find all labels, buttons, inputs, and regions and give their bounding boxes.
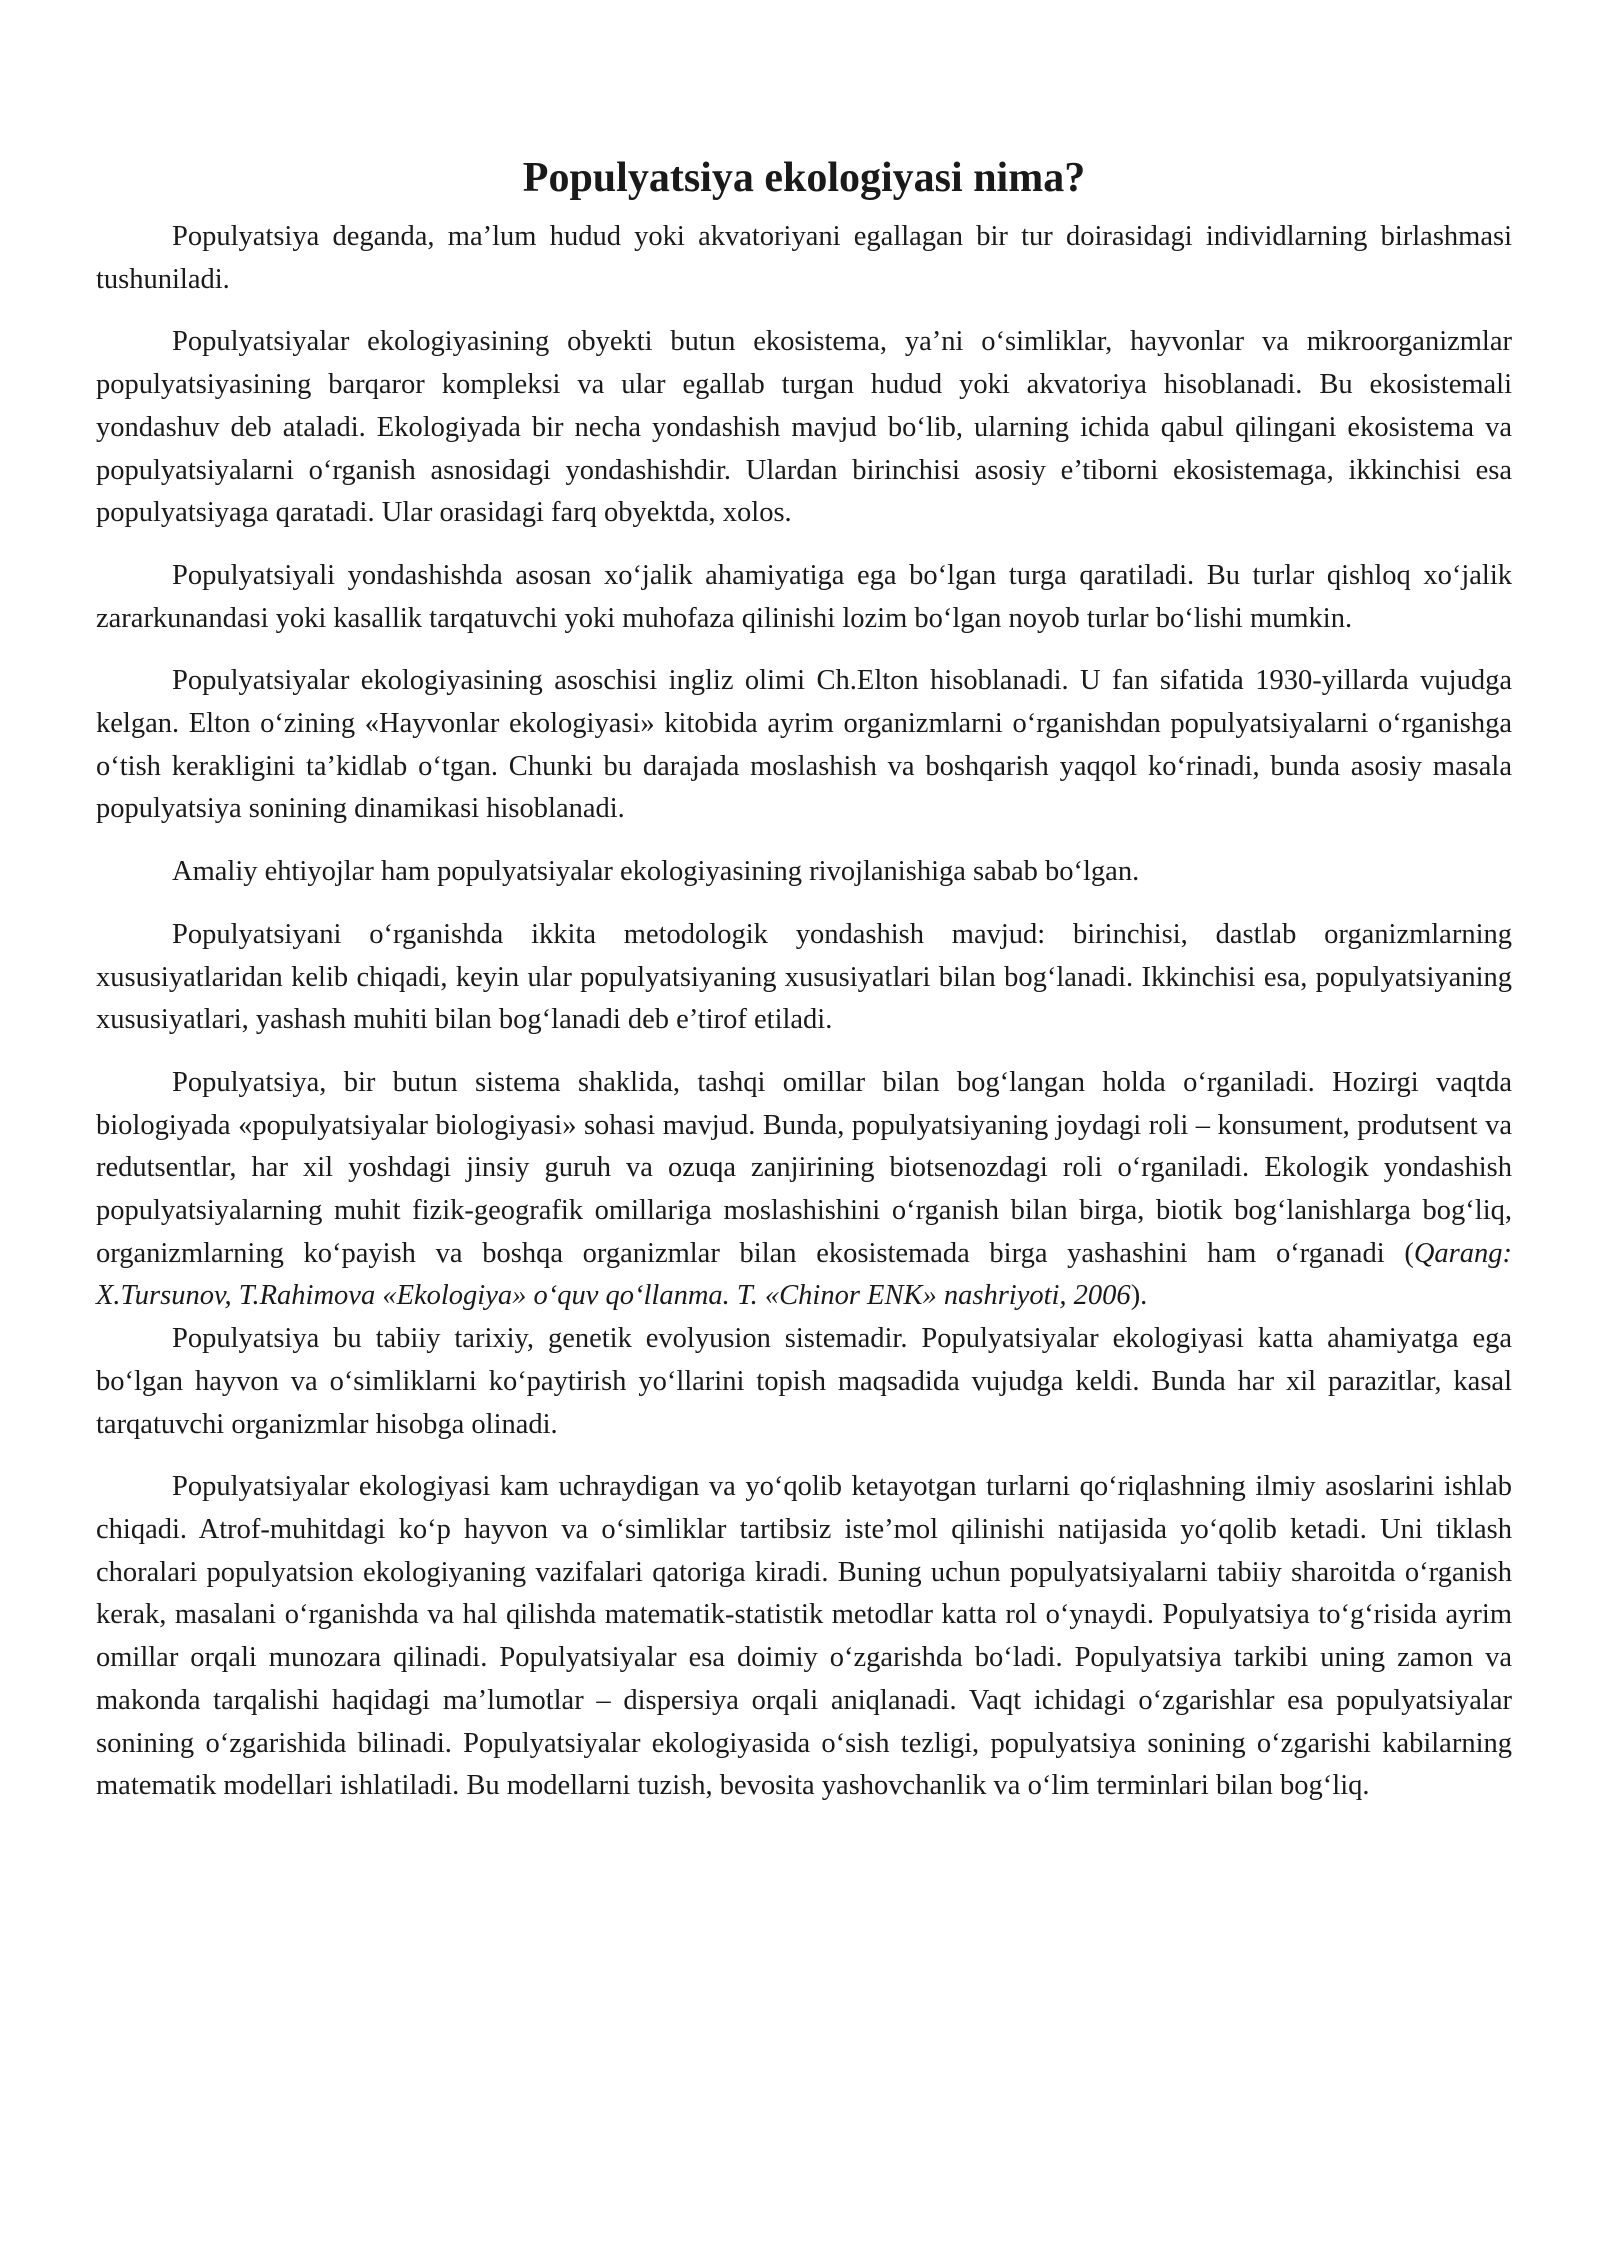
paragraph-population-approach: Populyatsiyali yondashishda asosan xo‘jalik ahamiyatiga ega bo‘lgan turga qaratiladi. Bu turlar qishloq xo‘jalik zararkunandasi yoki kasallik tarqatuvchi yoki muhofaza qilinishi lozim bo‘lgan noyob turlar bo‘lishi mumkin.: [96, 559, 1512, 634]
paragraph-practical-needs: Amaliy ehtiyojlar ham populyatsiyalar ekologiyasining rivojlanishiga sabab bo‘lgan.: [172, 856, 1140, 888]
citation-closing: ).: [1130, 1280, 1148, 1312]
paragraph-ecosystem-approach: Populyatsiyalar ekologiyasining obyekti butun ekosistema, ya’ni o‘simliklar, hayvonlar va mikroorganizmlar populyatsiyasining barqaror kompleksi va ular egallab turgan hudud yoki akvatoriya hisoblanadi. Bu ekosistemali yondashuv deb ataladi. Ekologiyada bir necha yondashish mavjud bo‘lib, ularning ichida qabul qilingani ekosistema va populyatsiyalarni o‘rganish asnosidagi yondashishdir. Ulardan birinchisi asosiy e’tiborni ekosistemaga, ikkinchisi esa populyatsiyaga qaratadi. Ular orasidagi farq obyektda, xolos.: [96, 326, 1512, 529]
paragraph-elton: Populyatsiyalar ekologiyasining asoschisi ingliz olimi Ch.Elton hisoblanadi. U fan sifatida 1930-yillarda vujudga kelgan. Elton o‘zining «Hayvonlar ekologiyasi» kitobida ayrim organizmlarni o‘rganishdan populyatsiyalarni o‘rganishga o‘tish kerakligini ta’kidlab o‘tgan. Chunki bu darajada moslashish va boshqarish yaqqol ko‘rinadi, bunda asosiy masala populyatsiya sonining dinamikasi hisoblanadi.: [96, 665, 1512, 825]
paragraph-definition: Populyatsiya deganda, ma’lum hudud yoki akvatoriyani egallagan bir tur doirasidagi individlarning birlashmasi tushuniladi.: [96, 221, 1512, 295]
citation-reference: Qarang: X.Tursunov, T.Rahimova «Ekologiya» o‘quv qo‘llanma. T. «Chinor ENK» nashriyoti, 2006: [96, 1237, 1512, 1312]
paragraph-evolutionary-system: Populyatsiya bu tabiiy tarixiy, genetik evolyusion sistemadir. Populyatsiyalar ekologiyasi katta ahamiyatga ega bo‘lgan hayvon va o‘simliklarni ko‘paytirish yo‘llarini topish maqsadida vujudga keldi. Bunda har xil parazitlar, kasal tarqatuvchi organizmlar hisobga olinadi.: [96, 1323, 1512, 1440]
paragraph-conservation: Populyatsiyalar ekologiyasi kam uchraydigan va yo‘qolib ketayotgan turlarni qo‘riqlashning ilmiy asoslarini ishlab chiqadi. Atrof-muhitdagi ko‘p hayvon va o‘simliklar tartibsiz iste’mol qilinishi natijasida yo‘qolib ketadi. Uni tiklash choralari populyatsion ekologiyaning vazifalari qatoriga kiradi. Buning uchun populyatsiyalarni tabiiy sharoitda o‘rganish kerak, masalani o‘rganishda va hal qilishda matematik-statistik metodlar katta rol o‘ynaydi. Populyatsiya to‘g‘risida ayrim omillar orqali munozara qilinadi. Populyatsiyalar esa doimiy o‘zgarishda bo‘ladi. Populyatsiya tarkibi uning zamon va makonda tarqalishi haqidagi ma’lumotlar – dispersiya orqali aniqlanadi. Vaqt ichidagi o‘zgarishlar esa populyatsiyalar sonining o‘zgarishida bilinadi. Populyatsiyalar ekologiyasida o‘sish tezligi, populyatsiya sonining o‘zgarishi kabilarning matematik modellari ishlatiladi. Bu modellarni tuzish, bevosita yashovchanlik va o‘lim terminlari bilan bog‘liq.: [96, 1471, 1512, 1802]
paragraph-system-study: [96, 1062, 1512, 1318]
paragraph-methodology: Populyatsiyani o‘rganishda ikkita metodologik yondashish mavjud: birinchisi, dastlab organizmlarning xususiyatlaridan kelib chiqadi, keyin ular populyatsiyaning xususiyatlari bilan bog‘lanadi. Ikkinchisi esa, populyatsiyaning xususiyatlari, yashash muhiti bilan bog‘lanadi deb e’tirof etiladi.: [96, 918, 1512, 1036]
document-page: [96, 150, 1512, 1828]
paragraph-system-study-text: Populyatsiya, bir butun sistema shaklida, tashqi omillar bilan bog‘langan holda o‘rganiladi. Hozirgi vaqtda biologiyada «populyatsiyalar biologiyasi» sohasi mavjud. Bunda, populyatsiyaning joydagi roli – konsument, produtsent va redutsentlar, har xil yoshdagi jinsiy guruh va ozuqa zanjirining biotsenozdagi roli o‘rganiladi. Ekologik yondashish populyatsiyalarning muhit fizik-geografik omillariga moslashishini o‘rganish bilan birga, biotik bog‘lanishlarga bog‘liq, organizmlarning ko‘payish va boshqa organizmlar bilan ekosistemada birga yashashini ham o‘rganadi (: [96, 1066, 1512, 1269]
document-title: Populyatsiya ekologiyasi nima?: [522, 155, 1086, 201]
